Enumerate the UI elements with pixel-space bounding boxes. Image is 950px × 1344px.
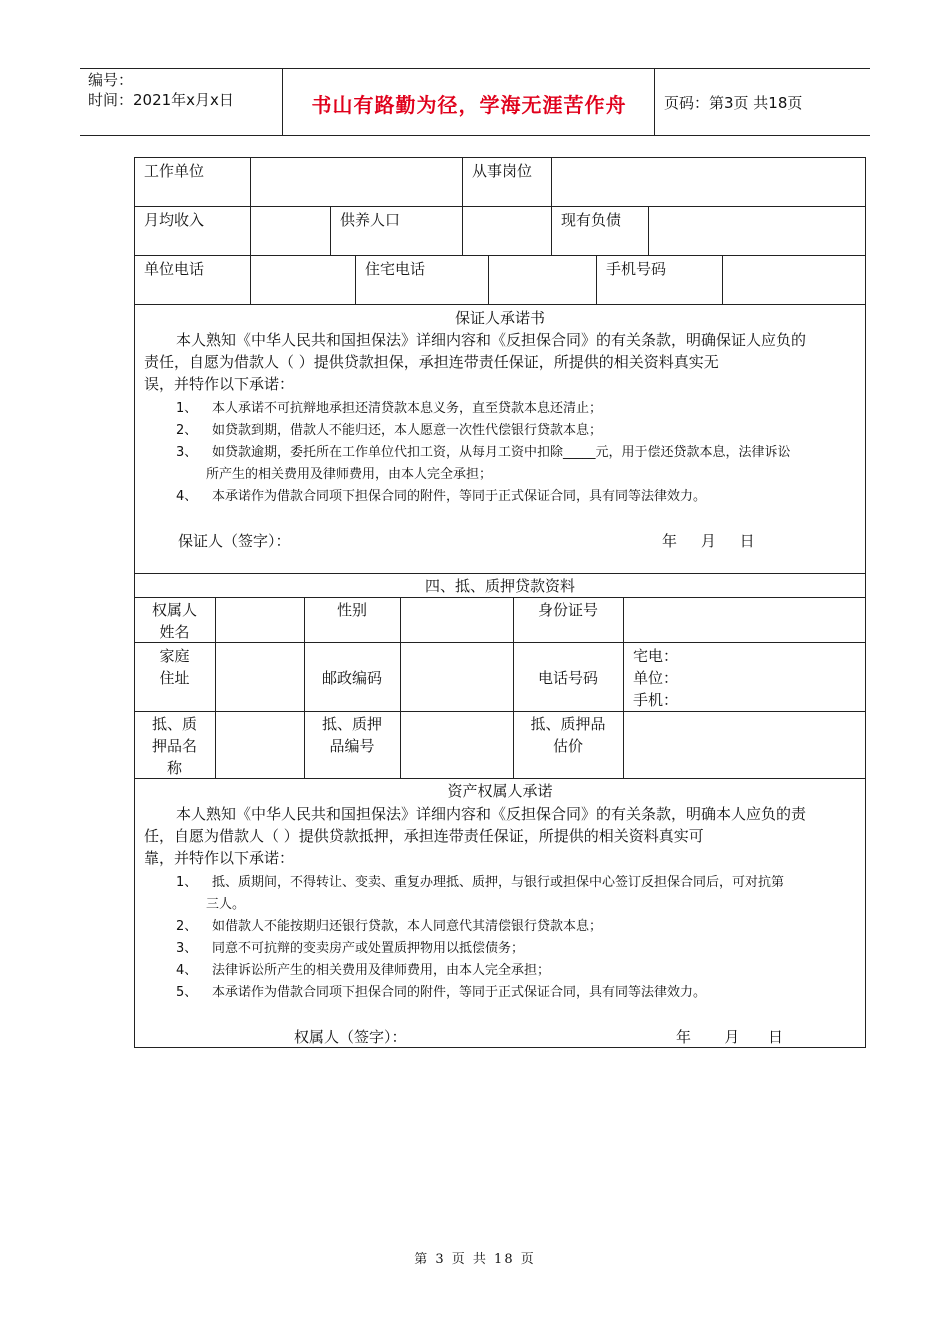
pledge-item-name-label-line: 称 <box>166 759 182 777</box>
owner-signature-field[interactable] <box>420 1024 660 1048</box>
list-item <box>176 982 862 1004</box>
item-number: 4、 <box>176 963 198 978</box>
guarantor-pledge-list <box>176 398 862 508</box>
pledge-item-name-field[interactable] <box>217 713 303 777</box>
position-field[interactable] <box>553 159 863 205</box>
owner-name-label-line: 权属人 <box>151 601 197 619</box>
postal-code-field[interactable] <box>402 644 512 710</box>
owner-intro-line: 任，自愿为借款人（ ）提供贷款抵押，承担连带责任保证，所提供的相关资料真实可 <box>144 827 704 845</box>
item-number: 5、 <box>176 985 198 1000</box>
list-item <box>176 938 862 960</box>
item-text: 同意不可抗辩的变卖房产或处置质押物用以抵偿债务； <box>212 941 525 956</box>
position-label: 从事岗位 <box>472 162 533 180</box>
collateral-section-title: 四、抵、质押贷款资料 <box>424 577 575 595</box>
list-item <box>176 916 862 938</box>
pledge-item-number-field[interactable] <box>402 713 512 777</box>
pledge-item-number-label <box>304 713 400 757</box>
list-item <box>176 486 862 508</box>
home-address-label-line: 家庭 <box>159 647 190 665</box>
pledge-item-value-field[interactable] <box>625 713 863 777</box>
owner-name-label <box>134 599 215 643</box>
pledge-item-number-label-line: 抵、质押 <box>321 715 382 733</box>
id-number-label: 身份证号 <box>537 601 598 619</box>
work-phone-label: 单位电话 <box>144 260 205 278</box>
pledge-item-value-label-line: 抵、质押品 <box>530 715 606 733</box>
pledge-item-name-label <box>134 713 215 779</box>
owner-intro-line: 靠，并特作以下承诺： <box>144 849 295 867</box>
home-phone-label: 住宅电话 <box>365 260 426 278</box>
home-address-field[interactable] <box>217 644 303 710</box>
list-item-continuation: 所产生的相关费用及律师费用，由本人完全承担； <box>206 467 493 482</box>
document-number-label: 编号： <box>88 71 134 89</box>
home-address-label-line: 住址 <box>159 669 190 687</box>
item-text: 如借款人不能按期归还银行贷款，本人同意代其清偿银行贷款本息； <box>212 919 603 934</box>
list-item <box>176 420 862 442</box>
item-number: 2、 <box>176 423 198 438</box>
current-debt-label: 现有负债 <box>561 211 622 229</box>
list-item <box>176 442 862 464</box>
mobile-field[interactable] <box>724 257 863 303</box>
current-debt-field[interactable] <box>650 208 863 254</box>
item-text: 如贷款逾期，委托所在工作单位代扣工资，从每月工资中扣除_____元，用于偿还贷款本息，法律诉讼 <box>212 445 791 460</box>
list-item <box>176 960 862 982</box>
header-page-info: 页码：第3页 共18页 <box>664 94 803 112</box>
owner-intro-line: 本人熟知《中华人民共和国担保法》详细内容和《反担保合同》的有关条款，明确本人应负的责 <box>176 805 807 823</box>
postal-code-label: 邮政编码 <box>321 669 382 687</box>
item-number: 1、 <box>176 875 198 890</box>
list-item <box>176 872 862 894</box>
item-number: 3、 <box>176 445 198 460</box>
dependents-field[interactable] <box>464 208 549 254</box>
guarantor-signature-label: 保证人（签字）： <box>178 532 291 550</box>
item-text: 如贷款到期，借款人不能归还，本人愿意一次性代偿银行贷款本息； <box>212 423 603 438</box>
guarantor-intro-line: 责任，自愿为借款人（ ）提供贷款担保，承担连带责任保证，所提供的相关资料真实无 <box>144 353 719 371</box>
owner-signature-label: 权属人（签字）： <box>294 1028 407 1046</box>
work-unit-label: 工作单位 <box>144 162 205 180</box>
phone-breakdown <box>633 645 678 711</box>
home-address-label <box>134 645 215 689</box>
id-number-field[interactable] <box>625 599 863 641</box>
item-number: 2、 <box>176 919 198 934</box>
pledge-item-number-label-line: 品编号 <box>329 737 375 755</box>
owner-name-label-line: 姓名 <box>159 623 190 641</box>
gender-field[interactable] <box>402 599 512 641</box>
item-text: 本人承诺不可抗辩地承担还清贷款本息义务，直至贷款本息还清止； <box>212 401 603 416</box>
owner-pledge-list <box>176 872 862 1004</box>
unit-tel-label: 单位： <box>633 669 679 687</box>
guarantor-pledge-intro <box>144 329 862 395</box>
item-number: 3、 <box>176 941 198 956</box>
item-text: 抵、质期间，不得转让、变卖、重复办理抵、质押，与银行或担保中心签订反担保合同后，可对抗第 <box>212 875 785 890</box>
guarantor-signature-field[interactable] <box>300 528 600 554</box>
home-tel-label: 宅电： <box>633 647 679 665</box>
guarantor-pledge-title: 保证人承诺书 <box>454 309 545 327</box>
mobile-tel-label: 手机： <box>633 691 679 709</box>
page-footer: 第 3 页 共 18 页 <box>414 1252 536 1267</box>
pledge-item-value-label-line: 估价 <box>552 737 583 755</box>
item-text: 法律诉讼所产生的相关费用及律师费用，由本人完全承担； <box>212 963 551 978</box>
item-text: 本承诺作为借款合同项下担保合同的附件，等同于正式保证合同，具有同等法律效力。 <box>212 985 707 1000</box>
work-unit-field[interactable] <box>252 159 460 205</box>
header-motto: 书山有路勤为径，学海无涯苦作舟 <box>311 92 627 117</box>
pledge-item-value-label <box>513 713 623 757</box>
pledge-item-name-label-line: 抵、质 <box>151 715 197 733</box>
owner-pledge-intro <box>144 803 862 869</box>
item-number: 1、 <box>176 401 198 416</box>
item-text: 本承诺作为借款合同项下担保合同的附件，等同于正式保证合同，具有同等法律效力。 <box>212 489 707 504</box>
phone-number-label: 电话号码 <box>537 669 598 687</box>
guarantor-intro-line: 本人熟知《中华人民共和国担保法》详细内容和《反担保合同》的有关条款，明确保证人应负的 <box>176 331 807 349</box>
home-phone-field[interactable] <box>490 257 594 303</box>
owner-sign-date: 年 月 日 <box>676 1028 783 1046</box>
document-time-label: 时间：2021年x月x日 <box>88 91 234 109</box>
item-number: 4、 <box>176 489 198 504</box>
monthly-income-label: 月均收入 <box>144 211 205 229</box>
guarantor-sign-date: 年 月 日 <box>662 532 755 550</box>
monthly-income-field[interactable] <box>252 208 328 254</box>
owner-name-field[interactable] <box>217 599 303 641</box>
guarantor-intro-line: 误，并特作以下承诺： <box>144 375 295 393</box>
document-header-meta <box>88 70 234 110</box>
pledge-item-name-label-line: 押品名 <box>151 737 197 755</box>
work-phone-field[interactable] <box>252 257 353 303</box>
mobile-label: 手机号码 <box>606 260 667 278</box>
list-item-continuation: 三人。 <box>206 897 246 912</box>
dependents-label: 供养人口 <box>340 211 401 229</box>
list-item <box>176 398 862 420</box>
gender-label: 性别 <box>336 601 367 619</box>
owner-pledge-title: 资产权属人承诺 <box>447 782 553 800</box>
